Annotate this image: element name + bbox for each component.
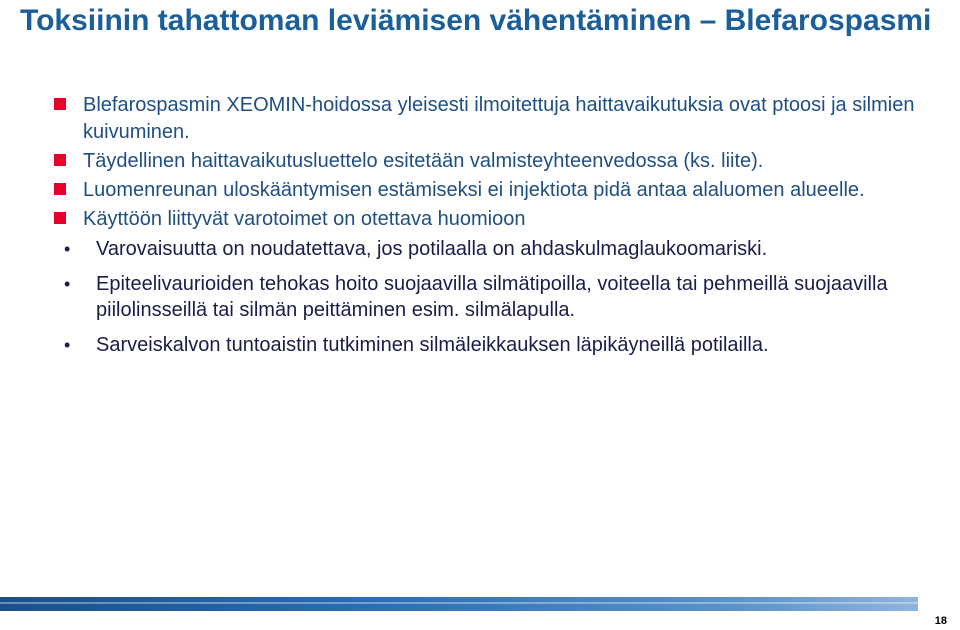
footer-bar <box>0 597 918 611</box>
slide-title: Toksiinin tahattoman leviämisen vähentäminen – Blefarospasmi <box>20 4 932 37</box>
sub-bullet-text: Sarveiskalvon tuntoaistin tutkiminen silmäleikkauksen läpikäyneillä potilailla. <box>96 333 769 356</box>
bullet-text: Luomenreunan uloskääntymisen estämiseksi ei injektiota pidä antaa alaluomen alueelle. <box>83 178 865 201</box>
sub-bullet-item <box>54 332 924 359</box>
bullet-item <box>54 177 924 204</box>
square-bullet-icon <box>54 98 66 110</box>
dot-bullet-icon: • <box>64 239 71 259</box>
bullet-item <box>54 206 924 359</box>
bullet-item <box>54 92 924 145</box>
sub-bullet-item <box>54 236 924 263</box>
sub-bullet-list <box>64 236 924 358</box>
bullet-text: Täydellinen haittavaikutusluettelo esitetään valmisteyhteenvedossa (ks. liite). <box>83 149 764 172</box>
square-bullet-icon <box>54 212 66 224</box>
page-number: 18 <box>934 615 947 627</box>
sub-bullet-item <box>54 271 924 324</box>
bullet-text: Käyttöön liittyvät varotoimet on otettava huomioon <box>83 207 526 230</box>
bullet-list <box>54 92 924 366</box>
sub-bullet-text: Varovaisuutta on noudatettava, jos potilaalla on ahdaskulmaglaukoomariski. <box>96 238 768 260</box>
bullet-text: Blefarospasmin XEOMIN-hoidossa yleisesti ilmoitettuja haittavaikutuksia ovat ptoosi ja silmien kuivuminen. <box>83 94 915 143</box>
sub-bullet-text: Epiteelivaurioiden tehokas hoito suojaavilla silmätipoilla, voiteella tai pehmeillä suojaavilla piilolinsseillä tai silmän peittäminen esim. silmälapulla. <box>96 272 888 321</box>
bullet-item <box>54 148 924 175</box>
dot-bullet-icon: • <box>64 273 71 294</box>
square-bullet-icon <box>54 154 66 166</box>
square-bullet-icon <box>54 183 66 195</box>
dot-bullet-icon: • <box>64 334 71 355</box>
